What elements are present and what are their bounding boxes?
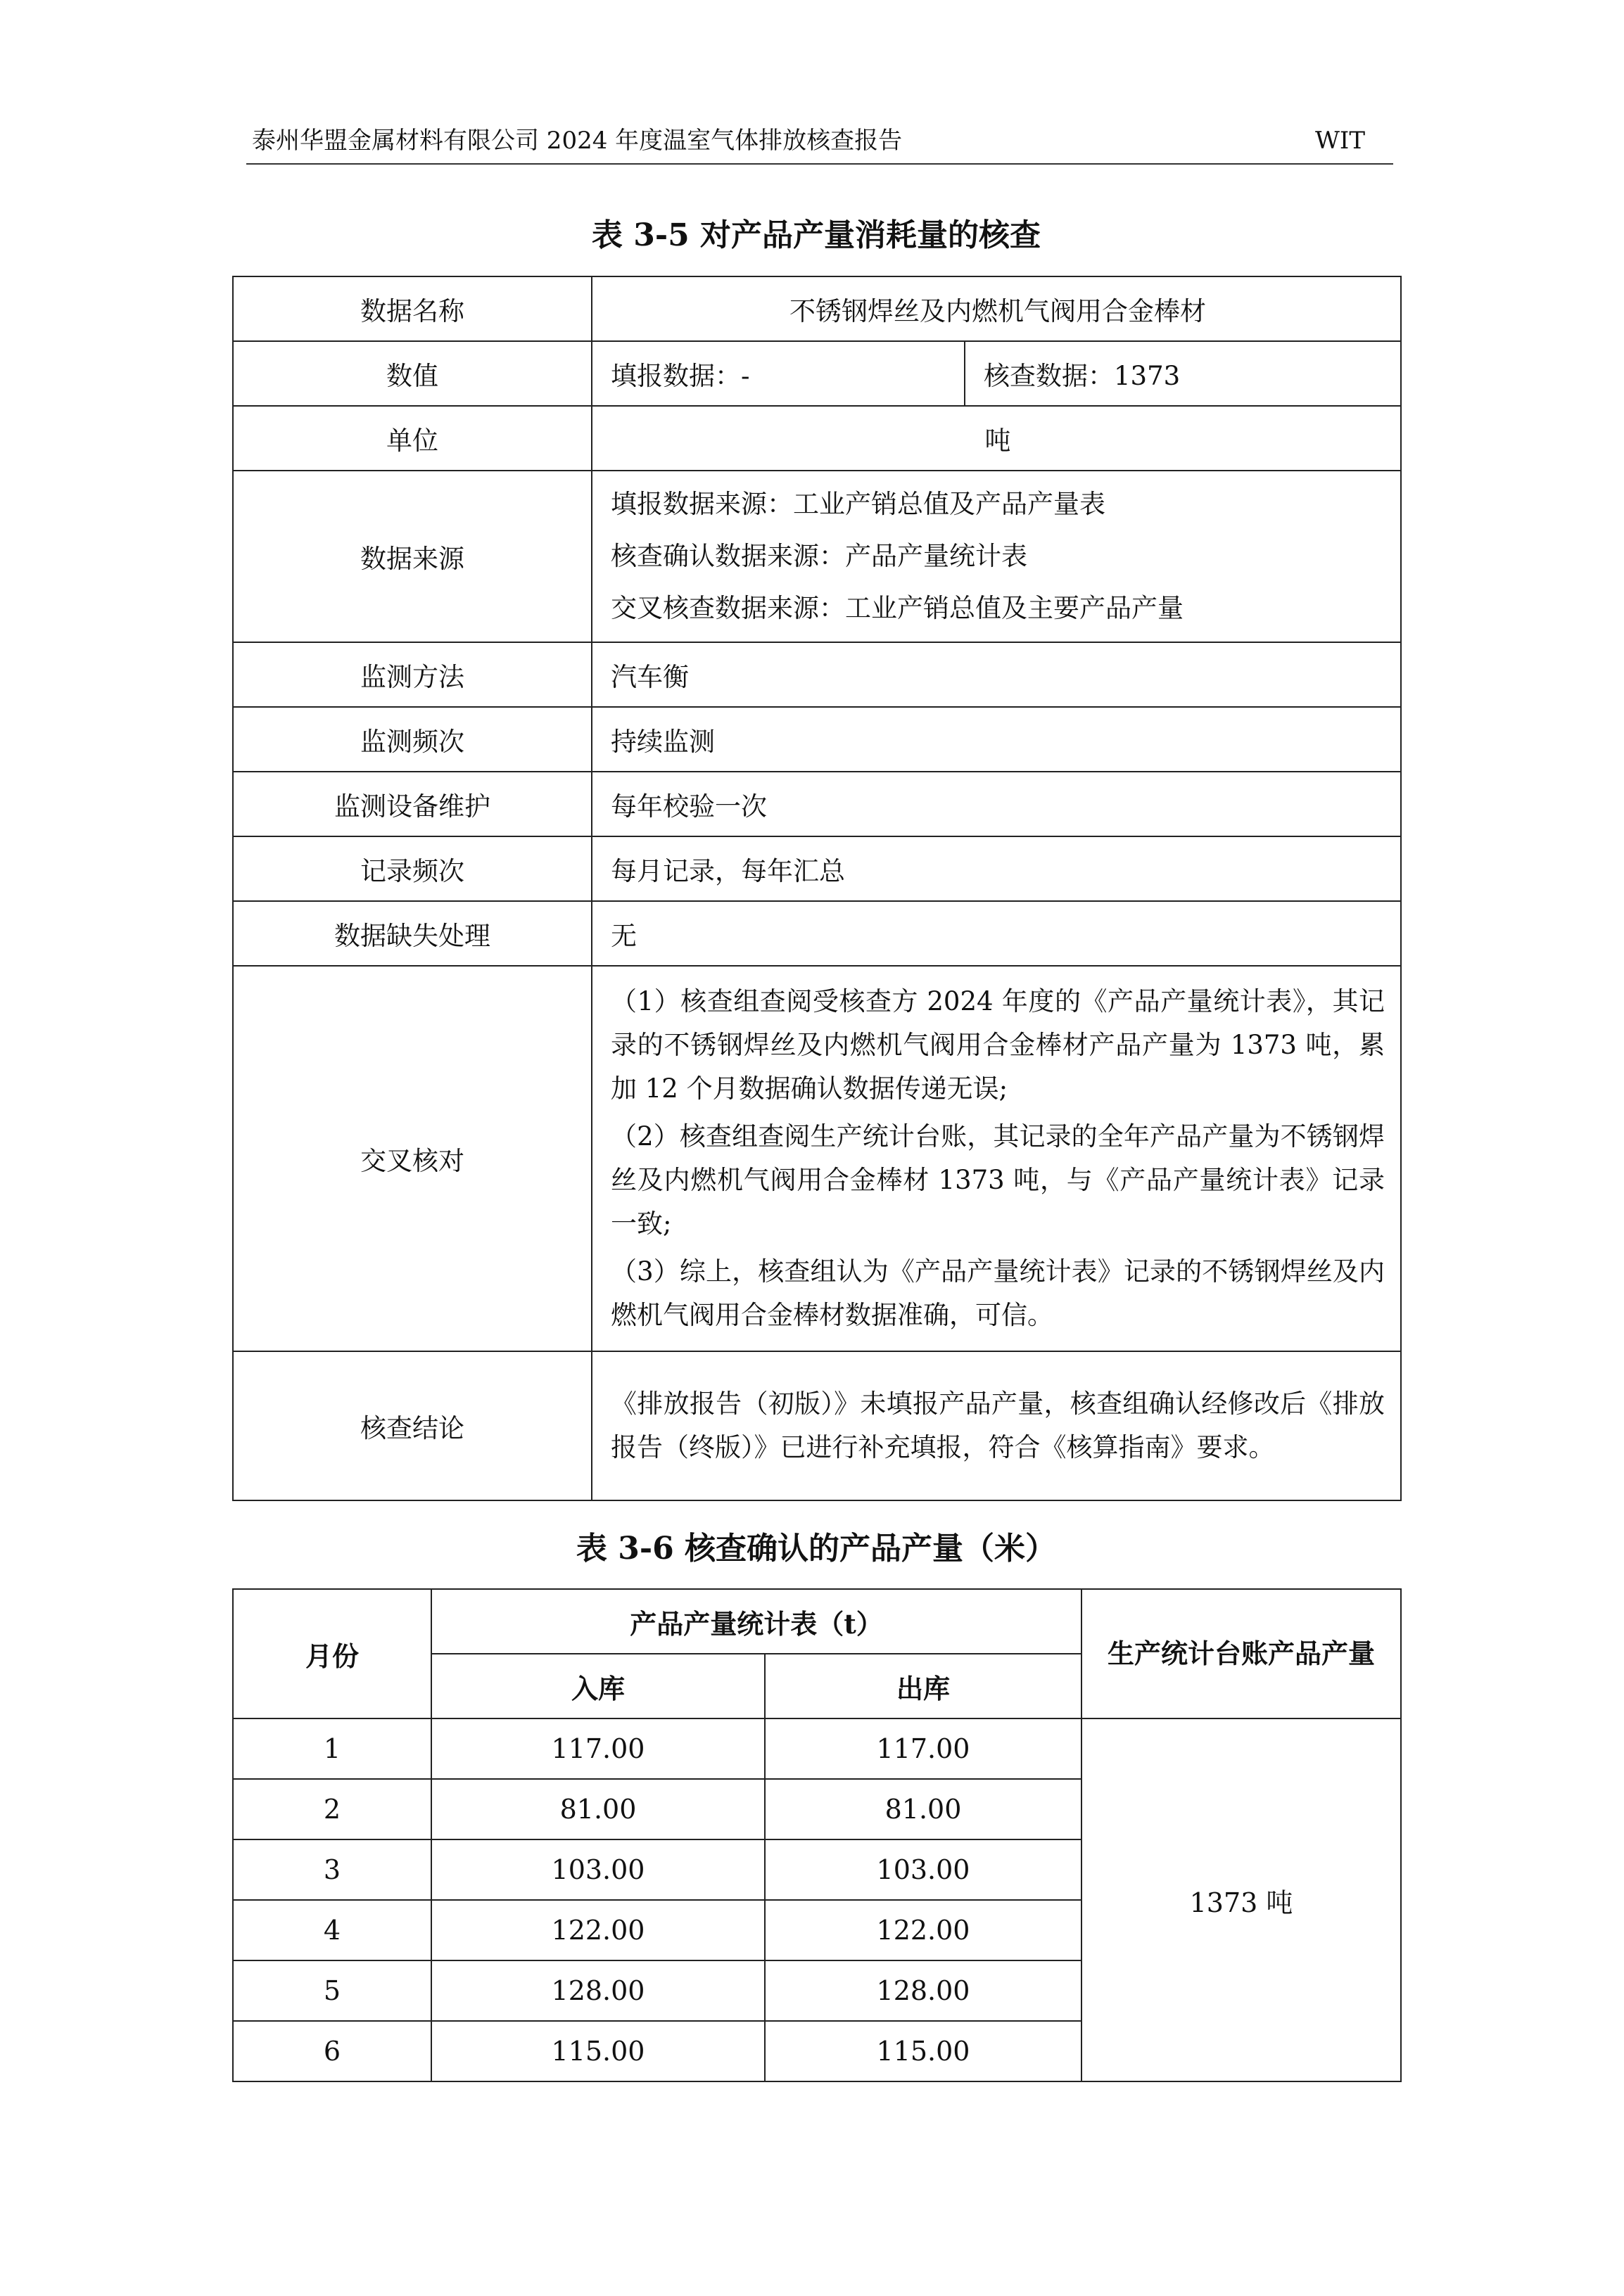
in-cell: 128.00 — [431, 1960, 765, 2021]
table-row — [233, 772, 1401, 836]
table-row — [233, 341, 1401, 406]
page-header — [246, 125, 1393, 165]
verified-value: 核查数据：1373 — [965, 341, 1401, 406]
in-header: 入库 — [431, 1654, 765, 1718]
stats-header: 产品产量统计表（t） — [431, 1589, 1081, 1654]
table-row — [233, 966, 1401, 1351]
data-name-value: 不锈钢焊丝及内燃机气阀用合金棒材 — [592, 276, 1401, 341]
out-cell: 122.00 — [765, 1900, 1081, 1960]
row-label: 数值 — [233, 341, 592, 406]
report-title: 泰州华盟金属材料有限公司 2024 年度温室气体排放核查报告 — [252, 127, 903, 155]
table-row — [233, 707, 1401, 772]
out-cell: 103.00 — [765, 1839, 1081, 1900]
source-line: 填报数据来源：工业产销总值及产品产量表 — [611, 489, 1105, 519]
row-label: 监测方法 — [233, 642, 592, 707]
table-row — [233, 836, 1401, 901]
table-3-6-caption: 表 3-6 核查确认的产品产量（米） — [576, 1531, 1057, 1567]
out-cell: 81.00 — [765, 1779, 1081, 1839]
cross-check-paragraph: （3）综上，核查组认为《产品产量统计表》记录的不锈钢焊丝及内燃机气阀用合金棒材数据准确，可信。 — [611, 1256, 1385, 1330]
table-header-row — [233, 1589, 1401, 1654]
out-cell: 115.00 — [765, 2021, 1081, 2081]
frequency-value: 持续监测 — [592, 707, 1401, 772]
org-mark: WIT — [1314, 127, 1365, 155]
row-label: 监测频次 — [233, 707, 592, 772]
month-cell: 5 — [233, 1960, 431, 2021]
record-value: 每月记录，每年汇总 — [592, 836, 1401, 901]
table-3-5 — [232, 276, 1402, 1501]
unit-value: 吨 — [592, 406, 1401, 471]
row-label: 数据来源 — [233, 471, 592, 642]
source-line: 核查确认数据来源：产品产量统计表 — [611, 541, 1027, 571]
reported-value: 填报数据：- — [592, 341, 965, 406]
conclusion-cell — [592, 1351, 1401, 1500]
ledger-header: 生产统计台账产品产量 — [1081, 1589, 1401, 1718]
month-cell: 2 — [233, 1779, 431, 1839]
row-label: 数据缺失处理 — [233, 901, 592, 966]
source-cell — [592, 471, 1401, 642]
month-header: 月份 — [233, 1589, 431, 1718]
table-3-6 — [232, 1588, 1402, 2082]
month-cell: 4 — [233, 1900, 431, 1960]
month-cell: 1 — [233, 1718, 431, 1779]
row-label: 核查结论 — [233, 1351, 592, 1500]
cross-check-paragraph: （1）核查组查阅受核查方 2024 年度的《产品产量统计表》，其记录的不锈钢焊丝及内燃机气阀用合金棒材产品产量为 1373 吨，累加 12 个月数据确认数据传递无误; — [611, 986, 1385, 1104]
ledger-value: 1373 吨 — [1081, 1718, 1401, 2081]
method-value: 汽车衡 — [592, 642, 1401, 707]
row-label: 记录频次 — [233, 836, 592, 901]
out-cell: 128.00 — [765, 1960, 1081, 2021]
in-cell: 122.00 — [431, 1900, 765, 1960]
table-row — [233, 471, 1401, 642]
maintenance-value: 每年校验一次 — [592, 772, 1401, 836]
row-label: 数据名称 — [233, 276, 592, 341]
cross-check-cell — [592, 966, 1401, 1351]
table-row — [233, 642, 1401, 707]
table-3-5-caption: 表 3-5 对产品产量消耗量的核查 — [591, 217, 1041, 253]
in-cell: 115.00 — [431, 2021, 765, 2081]
table-row — [233, 406, 1401, 471]
out-header: 出库 — [765, 1654, 1081, 1718]
in-cell: 117.00 — [431, 1718, 765, 1779]
missing-value: 无 — [592, 901, 1401, 966]
row-label: 交叉核对 — [233, 966, 592, 1351]
cross-check-paragraph: （2）核查组查阅生产统计台账，其记录的全年产品产量为不锈钢焊丝及内燃机气阀用合金棒材 1373 吨，与《产品产量统计表》记录一致; — [611, 1121, 1385, 1239]
table-row — [233, 276, 1401, 341]
table-row — [233, 1351, 1401, 1500]
in-cell: 81.00 — [431, 1779, 765, 1839]
month-cell: 6 — [233, 2021, 431, 2081]
table-row — [233, 901, 1401, 966]
month-cell: 3 — [233, 1839, 431, 1900]
in-cell: 103.00 — [431, 1839, 765, 1900]
table-row — [233, 1718, 1401, 1779]
row-label: 单位 — [233, 406, 592, 471]
row-label: 监测设备维护 — [233, 772, 592, 836]
conclusion-text: 《排放报告（初版）》未填报产品产量，核查组确认经修改后《排放报告（终版）》已进行补充填报，符合《核算指南》要求。 — [611, 1389, 1385, 1462]
out-cell: 117.00 — [765, 1718, 1081, 1779]
source-line: 交叉核查数据来源：工业产销总值及主要产品产量 — [611, 593, 1184, 623]
